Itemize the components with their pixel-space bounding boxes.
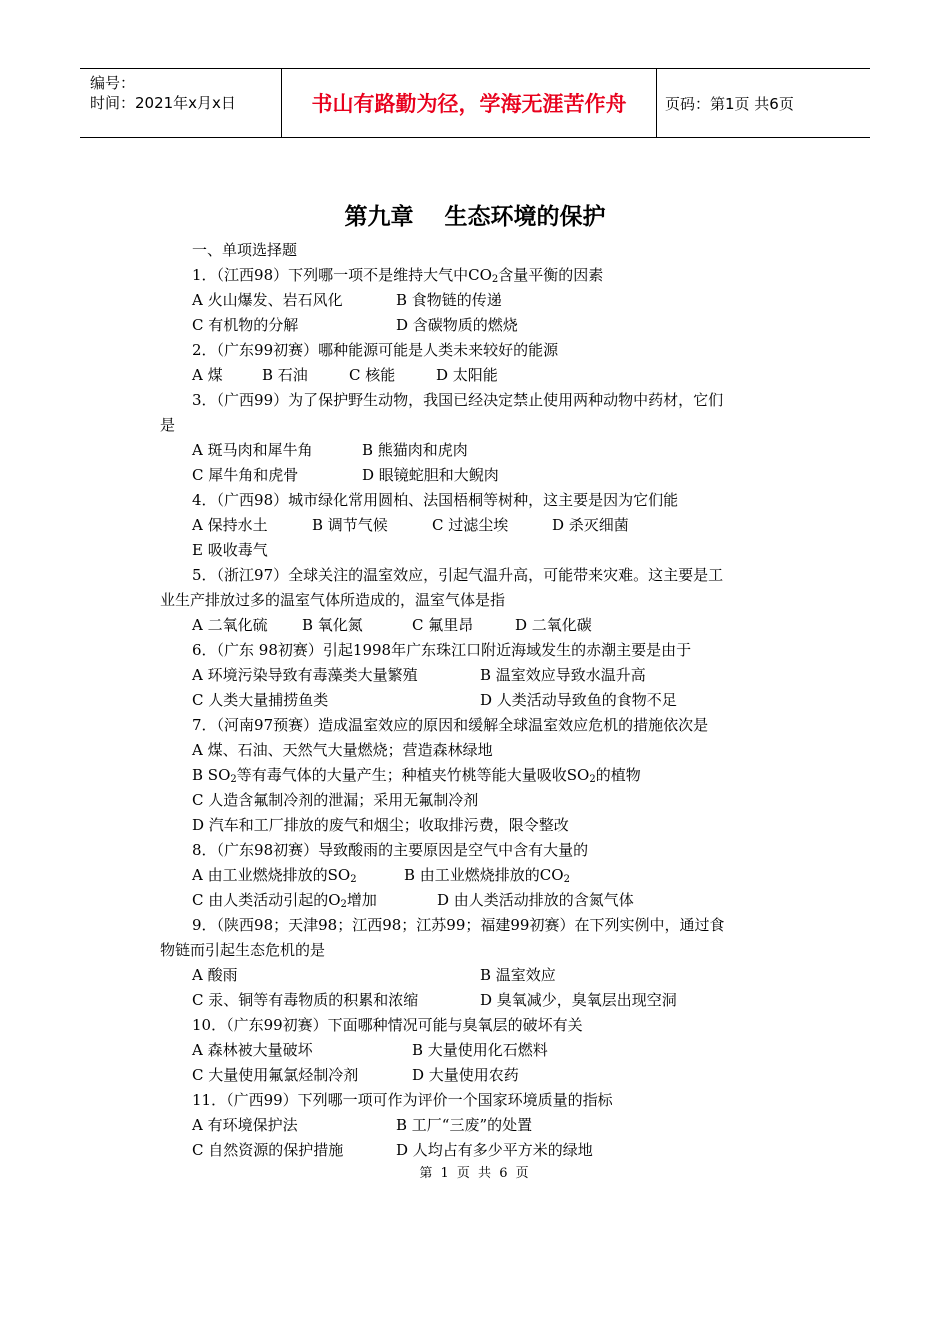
question-1-options-cd (160, 313, 800, 338)
question-9-stem-cont: 物链而引起生态危机的是 (160, 941, 326, 959)
option-d: D 人均占有多少平方米的绿地 (396, 1141, 593, 1159)
option-c: C 过滤尘埃 (432, 516, 509, 534)
question-list (160, 238, 800, 1163)
header-meta (80, 69, 282, 137)
option-a: A 有环境保护法 (192, 1116, 298, 1134)
time-label: 时间：2021年x月x日 (90, 94, 236, 112)
header-page-info: 页码：第1页 共6页 (665, 94, 794, 113)
question-5-stem: 5．（浙江97）全球关注的温室效应，引起气温升高，可能带来灾难。这主要是工 (192, 566, 724, 584)
option-d: D 含碳物质的燃烧 (396, 316, 518, 334)
option-d: D 汽车和工厂排放的废气和烟尘；收取排污费，限令整改 (192, 816, 569, 834)
question-9-stem: 9．（陕西98；天津98；江西98；江苏99；福建99初赛）在下列实例中，通过食 (192, 916, 725, 934)
question-7-stem: 7．（河南97预赛）造成温室效应的原因和缓解全球温室效应危机的措施依次是 (192, 716, 709, 734)
option-a: A 煤、石油、天然气大量燃烧；营造森林绿地 (192, 741, 493, 759)
question-6-stem: 6．（广东 98初赛）引起1998年广东珠江口附近海域发生的赤潮主要是由于 (192, 641, 692, 659)
option-c: C 犀牛角和虎骨 (192, 466, 299, 484)
question-8-stem: 8．（广东98初赛）导致酸雨的主要原因是空气中含有大量的 (192, 841, 589, 859)
option-a: A 森林被大量破坏 (192, 1041, 313, 1059)
question-4-options (160, 513, 800, 538)
question-3-stem: 3．（广西99）为了保护野生动物，我国已经决定禁止使用两种动物中药材，它们 (192, 391, 724, 409)
option-a: A 火山爆发、岩石风化 (192, 291, 343, 309)
option-d: D 杀灭细菌 (552, 516, 629, 534)
question-10-stem: 10．（广东99初赛）下面哪种情况可能与臭氧层的破坏有关 (192, 1016, 583, 1034)
option-b: B 熊猫肉和虎肉 (362, 441, 468, 459)
option-a: A 环境污染导致有毒藻类大量繁殖 (192, 666, 418, 684)
question-8-options-ab (160, 863, 800, 888)
section-heading: 一、单项选择题 (192, 241, 298, 259)
option-b: B $SO_2$等有毒气体的大量产生；种植夹竹桃等能大量吸收$SO_2$的植物 (192, 766, 641, 785)
question-8-options-cd (160, 888, 800, 913)
option-d: D 人类活动导致鱼的食物不足 (480, 691, 677, 709)
option-b: B 大量使用化石燃料 (412, 1041, 548, 1059)
question-11-options-ab (160, 1113, 800, 1138)
question-10-options-ab (160, 1038, 800, 1063)
question-5-options (160, 613, 800, 638)
option-b: B 调节气候 (312, 516, 388, 534)
question-11-stem: 11．（广西99）下列哪一项可作为评价一个国家环境质量的指标 (192, 1091, 613, 1109)
question-1-options-ab (160, 288, 800, 313)
option-b: B 石油 (262, 366, 308, 384)
option-b: B 工厂“三废”的处置 (396, 1116, 533, 1134)
number-label: 编号： (90, 74, 136, 92)
question-4-stem: 4．（广西98）城市绿化常用圆柏、法国梧桐等树种，这主要是因为它们能 (192, 491, 679, 509)
page-header (80, 68, 870, 138)
option-c: C 大量使用氟氯烃制冷剂 (192, 1066, 359, 1084)
option-d: D 臭氧减少，臭氧层出现空洞 (480, 991, 677, 1009)
option-c: C 核能 (349, 366, 396, 384)
question-3-options-ab (160, 438, 800, 463)
option-a: A 由工业燃烧排放的$SO_2$ (192, 866, 357, 885)
header-motto: 书山有路勤为径，学海无涯苦作舟 (282, 69, 657, 137)
option-d: D 眼镜蛇胆和大鲵肉 (362, 466, 499, 484)
option-c: C 汞、铜等有毒物质的积累和浓缩 (192, 991, 419, 1009)
option-c: C 人造含氟制冷剂的泄漏；采用无氟制冷剂 (192, 791, 479, 809)
option-a: A 斑马肉和犀牛角 (192, 441, 313, 459)
question-2-options (160, 363, 800, 388)
option-c: C 人类大量捕捞鱼类 (192, 691, 329, 709)
option-a: A 酸雨 (192, 966, 238, 984)
question-10-options-cd (160, 1063, 800, 1088)
option-a: A 保持水土 (192, 516, 268, 534)
option-d: D 太阳能 (436, 366, 498, 384)
option-a: A 二氧化硫 (192, 616, 268, 634)
option-c: C 由人类活动引起的$O_2$增加 (192, 891, 377, 910)
option-b: B 食物链的传递 (396, 291, 502, 309)
question-1-stem: 1．（江西98）下列哪一项不是维持大气中$CO_2$含量平衡的因素 (192, 266, 604, 285)
option-b: B 由工业燃烧排放的$CO_2$ (404, 866, 570, 885)
question-11-options-cd (160, 1138, 800, 1163)
page-footer: 第 1 页 共 6 页 (419, 1166, 531, 1181)
question-3-stem-cont: 是 (160, 416, 176, 434)
question-6-options-cd (160, 688, 800, 713)
option-b: B 温室效应 (480, 966, 556, 984)
option-c: C 有机物的分解 (192, 316, 299, 334)
chapter-title: 第九章 生态环境的保护 (344, 204, 606, 230)
option-b: B 温室效应导致水温升高 (480, 666, 646, 684)
option-b: B 氧化氮 (302, 616, 363, 634)
question-4-option-e: E 吸收毒气 (192, 541, 268, 559)
question-9-options-cd (160, 988, 800, 1013)
question-6-options-ab (160, 663, 800, 688)
option-c: C 氟里昂 (412, 616, 474, 634)
question-3-options-cd (160, 463, 800, 488)
question-2-stem: 2．（广东99初赛）哪种能源可能是人类未来较好的能源 (192, 341, 559, 359)
question-9-options-ab (160, 963, 800, 988)
question-5-stem-cont: 业生产排放过多的温室气体所造成的，温室气体是指 (160, 591, 506, 609)
option-d: D 大量使用农药 (412, 1066, 519, 1084)
option-d: D 二氧化碳 (515, 616, 592, 634)
option-d: D 由人类活动排放的含氮气体 (437, 891, 634, 909)
option-a: A 煤 (192, 366, 223, 384)
option-c: C 自然资源的保护措施 (192, 1141, 344, 1159)
